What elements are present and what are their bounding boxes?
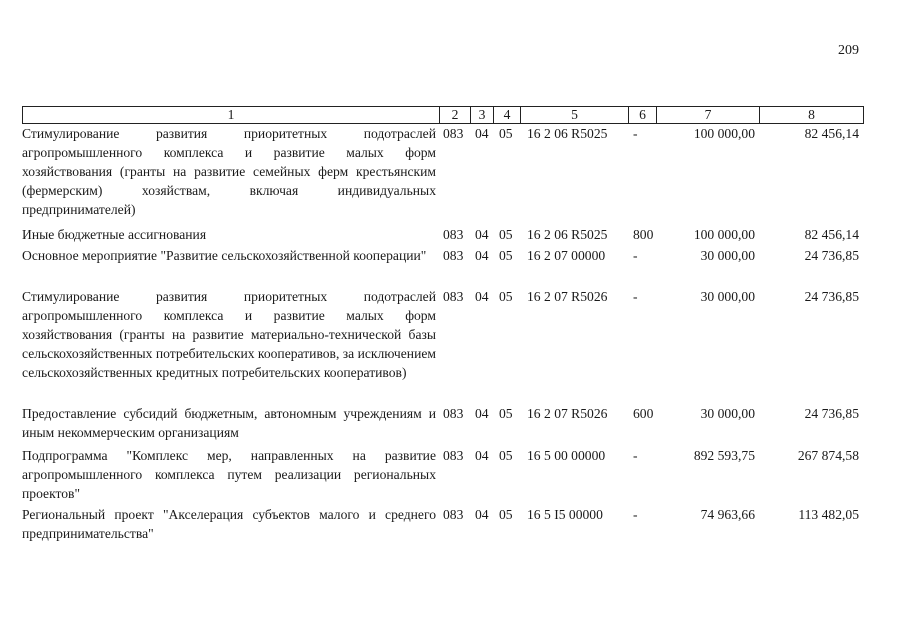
column-header-table [22,106,864,124]
header-col-5: 5 [521,107,629,124]
row-name: Подпрограмма "Комплекс мер, направленных на развитие агропромышленного комплекса путем реализации региональных проектов" [22,448,436,501]
header-col-2: 2 [440,107,471,124]
row-rz: 04 [475,507,489,522]
row-plan: 30 000,00 [700,248,755,263]
row-name: Иные бюджетные ассигнования [22,227,207,242]
row-plan: 100 000,00 [693,126,755,141]
row-name: Стимулирование развития приоритетных подотраслей агропромышленного комплекса и развитие малых форм хозяйствования (гранты на развитие материально-технической базы сельскохозяйственных потребительских кооперативов, за исключением сельскохозяйственных кредитных потребительских кооперативов) [22,289,436,380]
header-col-4: 4 [494,107,521,124]
row-vr: 800 [633,227,654,242]
row-name: Основное мероприятие "Развитие сельскохозяйственной кооперации" [22,248,427,263]
row-grbs: 083 [443,448,464,463]
row-pr: 05 [499,448,513,463]
row-name: Предоставление субсидий бюджетным, автономным учреждениям и иным некоммерческим организациям [22,406,436,440]
row-plan: 30 000,00 [700,289,755,304]
row-vr: - [633,507,638,522]
row-vr: - [633,289,638,304]
row-fact: 24 736,85 [804,248,859,263]
row-rz: 04 [475,126,489,141]
row-csr: 16 2 06 R5025 [527,126,608,141]
row-pr: 05 [499,289,513,304]
row-csr: 16 2 07 00000 [527,248,606,263]
row-grbs: 083 [443,227,464,242]
header-row [23,107,864,124]
row-csr: 16 2 07 R5026 [527,289,608,304]
row-pr: 05 [499,126,513,141]
row-grbs: 083 [443,126,464,141]
row-fact: 24 736,85 [804,289,859,304]
row-rz: 04 [475,227,489,242]
row-plan: 74 963,66 [700,507,755,522]
row-pr: 05 [499,248,513,263]
row-pr: 05 [499,406,513,421]
row-vr: - [633,126,638,141]
header-col-8: 8 [760,107,864,124]
row-rz: 04 [475,248,489,263]
row-csr: 16 5 I5 00000 [527,507,603,522]
row-plan: 100 000,00 [693,227,755,242]
header-col-1: 1 [23,107,440,124]
header-col-7: 7 [657,107,760,124]
page-number: 209 [838,43,859,58]
row-vr: - [633,248,638,263]
row-fact: 24 736,85 [804,406,859,421]
row-name: Региональный проект "Акселерация субъектов малого и среднего предпринимательства" [22,507,436,541]
row-csr: 16 5 00 00000 [527,448,606,463]
row-plan: 892 593,75 [693,448,755,463]
row-grbs: 083 [443,507,464,522]
row-csr: 16 2 07 R5026 [527,406,608,421]
row-rz: 04 [475,406,489,421]
row-name: Стимулирование развития приоритетных подотраслей агропромышленного комплекса и развитие малых форм хозяйствования (гранты на развитие семейных ферм крестьянским (фермерским) хозяйствам, включая индивидуальных предпринимателей) [22,126,436,217]
header-col-3: 3 [471,107,494,124]
row-plan: 30 000,00 [700,406,755,421]
row-grbs: 083 [443,289,464,304]
row-rz: 04 [475,448,489,463]
row-vr: 600 [633,406,654,421]
row-rz: 04 [475,289,489,304]
row-grbs: 083 [443,248,464,263]
row-pr: 05 [499,227,513,242]
header-col-6: 6 [629,107,657,124]
row-grbs: 083 [443,406,464,421]
row-csr: 16 2 06 R5025 [527,227,608,242]
row-fact: 267 874,58 [797,448,859,463]
row-vr: - [633,448,638,463]
row-pr: 05 [499,507,513,522]
row-fact: 82 456,14 [804,126,859,141]
row-fact: 82 456,14 [804,227,859,242]
row-fact: 113 482,05 [798,507,859,522]
